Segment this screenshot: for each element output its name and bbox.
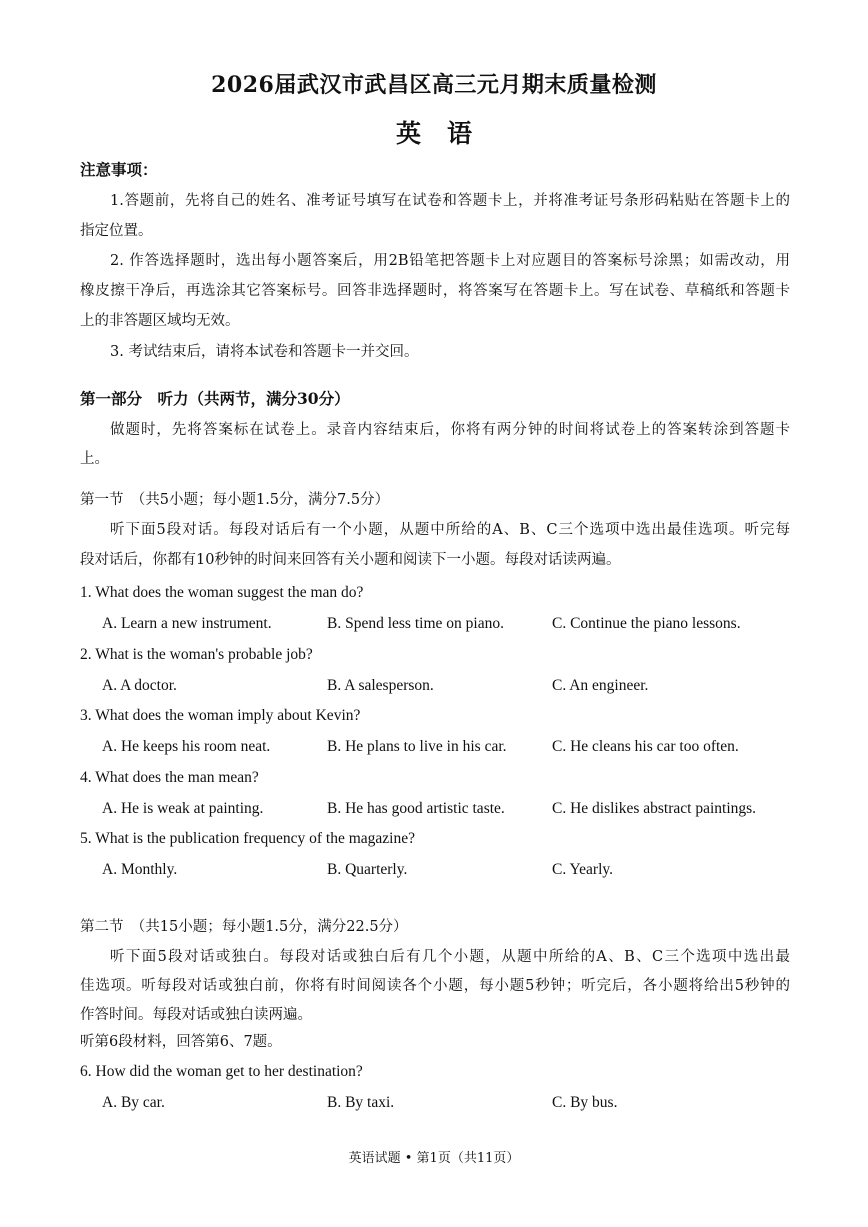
option-a: A. He is weak at painting.	[102, 800, 264, 817]
page-footer: 英语试题 • 第1页（共11页）	[348, 1151, 520, 1166]
question-stem: 2. What is the woman's probable job?	[80, 646, 313, 663]
option-b: B. He has good artistic taste.	[327, 800, 505, 817]
option-b: B. He plans to live in his car.	[327, 738, 507, 755]
material6-instruction: 听第6段材料，回答第6、7题。	[80, 1034, 282, 1050]
subject-title: 英语	[395, 119, 498, 148]
section1-intro-line2: 段对话后，你都有10秒钟的时间来回答有关小题和阅读下一小题。每段对话读两遍。	[80, 552, 621, 568]
option-a: A. A doctor.	[102, 677, 177, 694]
notice-item1-line2: 指定位置。	[80, 223, 153, 239]
part1-intro-line1: 做题时，先将答案标在试卷上。录音内容结束后，你将有两分钟的时间将试卷上的答案转涂到答题卡	[110, 422, 790, 438]
option-b: B. Quarterly.	[327, 861, 408, 878]
option-a: A. Learn a new instrument.	[102, 615, 272, 632]
exam-title: 2026届武汉市武昌区高三元月期末质量检测	[211, 72, 657, 98]
part1-heading: 第一部分 听力（共两节，满分30分）	[80, 389, 350, 408]
option-c: C. By bus.	[552, 1094, 618, 1111]
option-c: C. Continue the piano lessons.	[552, 615, 741, 632]
section1-intro-line1: 听下面5段对话。每段对话后有一个小题，从题中所给的A、B、C三个选项中选出最佳选项。听完每	[110, 522, 790, 538]
notice-item2-line2: 橡皮擦干净后，再选涂其它答案标号。回答非选择题时，将答案写在答题卡上。写在试卷、草稿纸和答题卡	[80, 283, 790, 299]
question-stem: 4. What does the man mean?	[80, 769, 259, 786]
notice-item2-line3: 上的非答题区域均无效。	[80, 313, 240, 329]
option-b: B. Spend less time on piano.	[327, 615, 504, 632]
section2-intro-line2: 佳选项。听每段对话或独白前，你将有时间阅读各个小题，每小题5秒钟；听完后，各小题将给出5秒钟的	[80, 978, 790, 994]
option-c: C. He dislikes abstract paintings.	[552, 800, 757, 817]
question-stem: 3. What does the woman imply about Kevin?	[80, 707, 361, 724]
notice-heading: 注意事项：	[80, 160, 158, 179]
notice-item3: 3. 考试结束后，请将本试卷和答题卡一并交回。	[110, 344, 419, 360]
section1-heading: 第一节 （共5小题；每小题1.5分，满分7.5分）	[80, 492, 390, 508]
question-stem: 5. What is the publication frequency of the magazine?	[80, 830, 415, 847]
option-b: B. By taxi.	[327, 1094, 395, 1111]
notice-item1-line1: 1.答题前，先将自己的姓名、准考证号填写在试卷和答题卡上，并将准考证号条形码粘贴在答题卡上的	[110, 193, 790, 209]
option-c: C. An engineer.	[552, 677, 649, 694]
section2-heading: 第二节 （共15小题；每小题1.5分，满分22.5分）	[80, 919, 408, 935]
question-stem: 1. What does the woman suggest the man do?	[80, 584, 364, 601]
section2-intro-line3: 作答时间。每段对话或独白读两遍。	[80, 1007, 312, 1023]
option-a: A. By car.	[102, 1094, 165, 1111]
notice-item2-line1: 2. 作答选择题时，选出每小题答案后，用2B铅笔把答题卡上对应题目的答案标号涂黑；如需改动，用	[110, 253, 790, 269]
question-stem: 6. How did the woman get to her destination?	[80, 1063, 363, 1080]
option-b: B. A salesperson.	[327, 677, 434, 694]
part1-intro-line2: 上。	[80, 451, 109, 467]
section2-intro-line1: 听下面5段对话或独白。每段对话或独白后有几个小题，从题中所给的A、B、C三个选项中选出最	[110, 949, 790, 965]
option-a: A. He keeps his room neat.	[102, 738, 271, 755]
option-c: C. He cleans his car too often.	[552, 738, 739, 755]
option-c: C. Yearly.	[552, 861, 614, 878]
option-a: A. Monthly.	[102, 861, 178, 878]
